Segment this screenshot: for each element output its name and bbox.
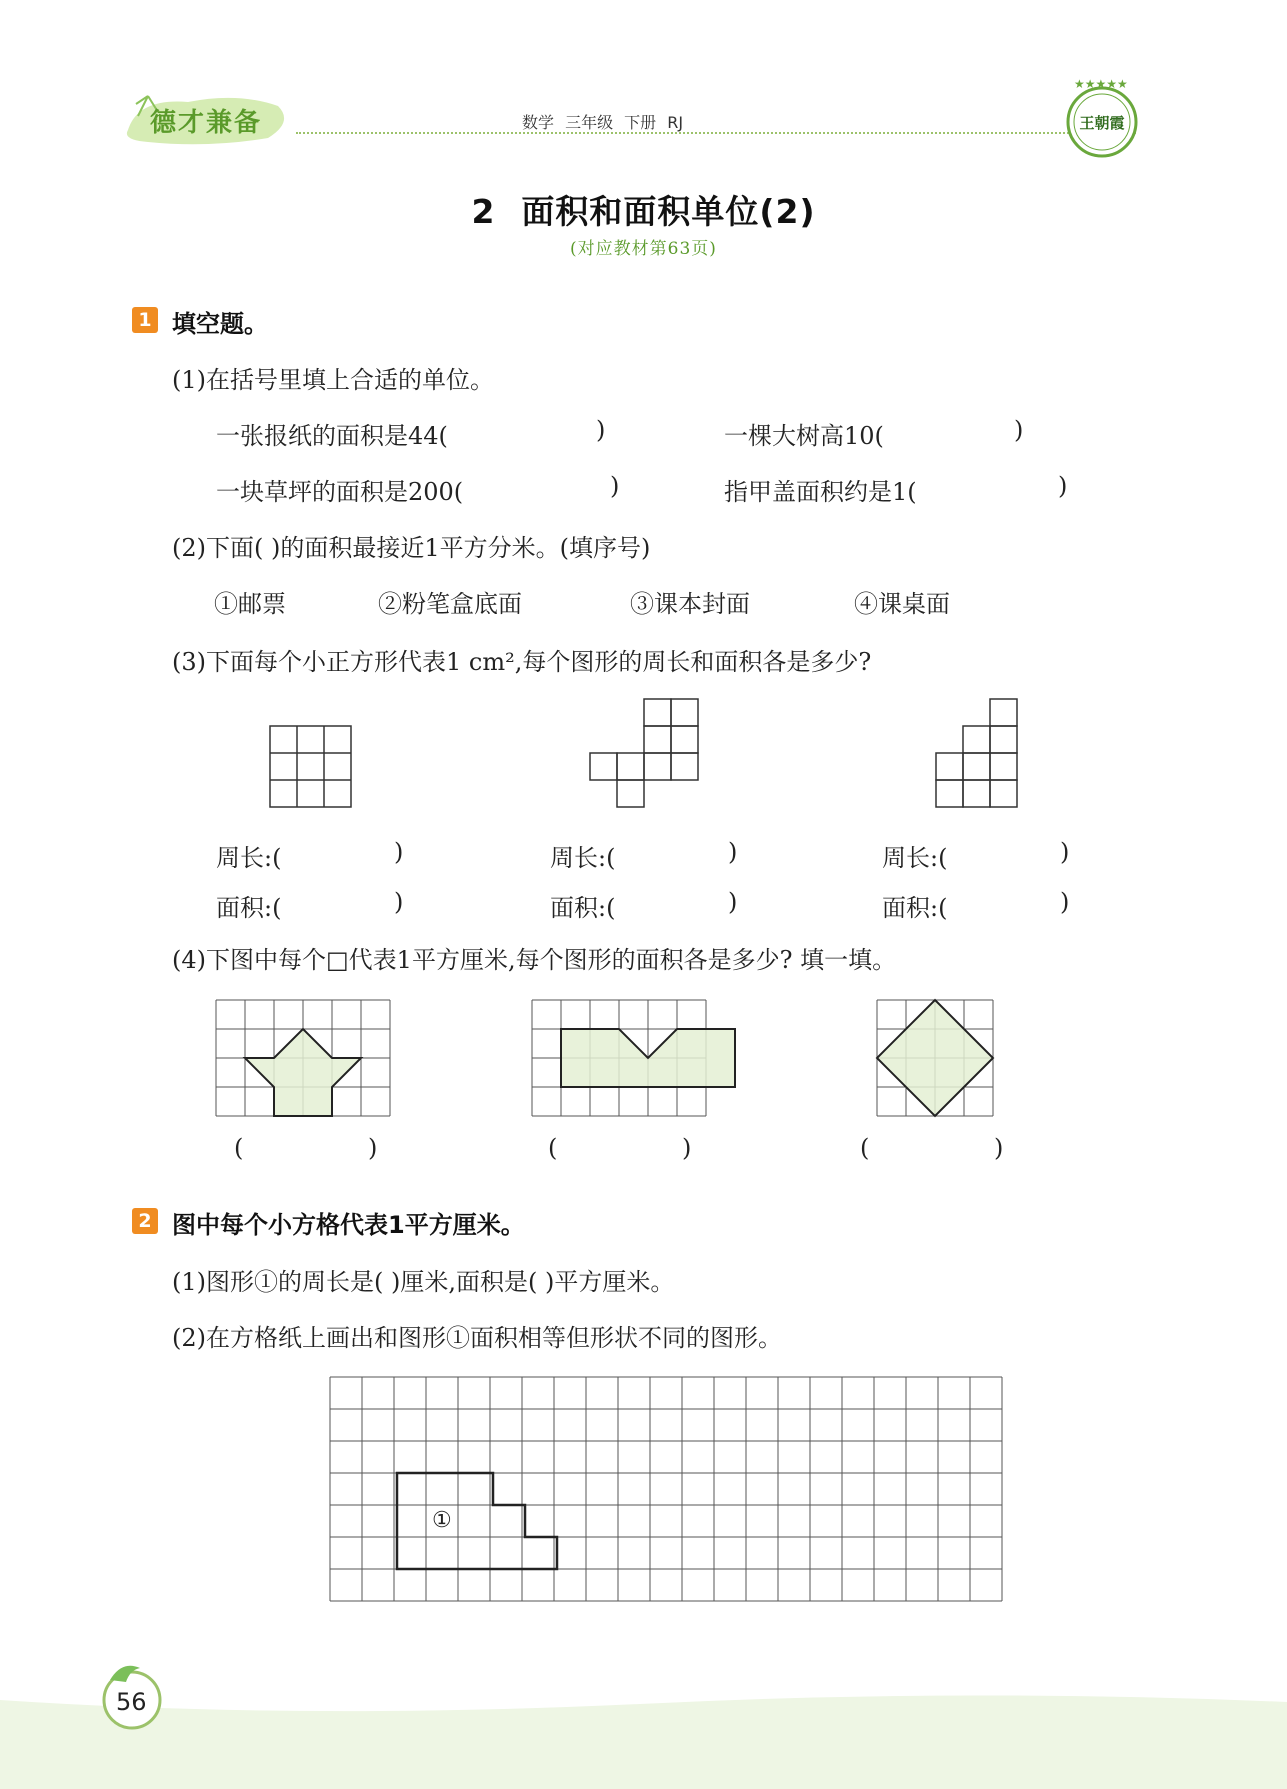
textbook-reference: (对应教材第63页): [570, 239, 717, 259]
q3-figure-b: [590, 699, 698, 807]
q1-item-4-close: ): [1058, 472, 1068, 500]
q3-c-perimeter: 周长:(: [882, 844, 948, 872]
q3-a-area: 面积:(: [216, 894, 282, 922]
section-2-title: 图中每个小方格代表1平方厘米。: [172, 1211, 525, 1239]
q1-item-4: 指甲盖面积约是1(: [724, 478, 917, 506]
subject-line: 数学 三年级 下册 RJ: [522, 113, 684, 132]
q3-prompt: (3)下面每个小正方形代表1 cm²,每个图形的周长和面积各是多少?: [172, 648, 872, 676]
figure-1-shape: [397, 1473, 557, 1569]
q4-c-close: ): [994, 1134, 1004, 1162]
author-badge-name: 王朝霞: [1079, 114, 1125, 132]
q4-prompt: (4)下图中每个□代表1平方厘米,每个图形的面积各是多少? 填一填。: [172, 946, 897, 974]
q1-item-1-close: ): [596, 416, 606, 444]
q4-a-open: (: [234, 1134, 244, 1162]
q3-a-perimeter: 周长:(: [216, 844, 282, 872]
q1-item-1: 一张报纸的面积是44(: [216, 422, 448, 450]
q4-b-close: ): [682, 1134, 692, 1162]
page-number: 56: [116, 1688, 147, 1716]
q1-item-3: 一块草坪的面积是200(: [216, 478, 464, 506]
q4-c-open: (: [860, 1134, 870, 1162]
q4-a-close: ): [368, 1134, 378, 1162]
q2-option-2: ②粉笔盒底面: [378, 590, 522, 618]
title-text: 面积和面积单位(2): [521, 192, 816, 231]
q4-b-open: (: [548, 1134, 558, 1162]
q3-b-area: 面积:(: [550, 894, 616, 922]
sec2-grid: [330, 1377, 1002, 1601]
q4-shape-a: [245, 1029, 361, 1116]
q2-option-4: ④课桌面: [854, 590, 950, 618]
q1-item-2-close: ): [1014, 416, 1024, 444]
q3-b-perimeter-close: ): [728, 838, 738, 866]
q2-option-1: ①邮票: [214, 590, 286, 618]
q2-prompt: (2)下面( )的面积最接近1平方分米。(填序号): [172, 534, 651, 562]
q1-item-3-close: ): [610, 472, 620, 500]
section-1-badge: 1: [132, 307, 158, 333]
sec2-q2: (2)在方格纸上画出和图形①面积相等但形状不同的图形。: [172, 1324, 782, 1352]
q3-figure-c: [936, 699, 1017, 807]
q1-prompt: (1)在括号里填上合适的单位。: [172, 366, 494, 394]
q2-option-3: ③课本封面: [630, 590, 750, 618]
title-number: 2: [471, 192, 496, 231]
q3-a-area-close: ): [394, 888, 404, 916]
sec2-q1: (1)图形①的周长是( )厘米,面积是( )平方厘米。: [172, 1268, 675, 1296]
q3-c-area: 面积:(: [882, 894, 948, 922]
footer-wave: [0, 1680, 1287, 1789]
q3-a-perimeter-close: ): [394, 838, 404, 866]
brand-logo-text: 德才兼备: [150, 108, 263, 138]
q3-figure-a: [270, 726, 351, 807]
svg-text:★★★★★: ★★★★★: [1074, 77, 1128, 91]
q1-item-2: 一棵大树高10(: [724, 422, 884, 450]
q4-shape-c: [877, 1000, 993, 1116]
section-1-title: 填空题。: [172, 310, 268, 338]
section-2-badge: 2: [132, 1208, 158, 1234]
q3-b-area-close: ): [728, 888, 738, 916]
figure-1-label: ①: [432, 1508, 452, 1533]
q3-c-perimeter-close: ): [1060, 838, 1070, 866]
q3-b-perimeter: 周长:(: [550, 844, 616, 872]
q3-c-area-close: ): [1060, 888, 1070, 916]
